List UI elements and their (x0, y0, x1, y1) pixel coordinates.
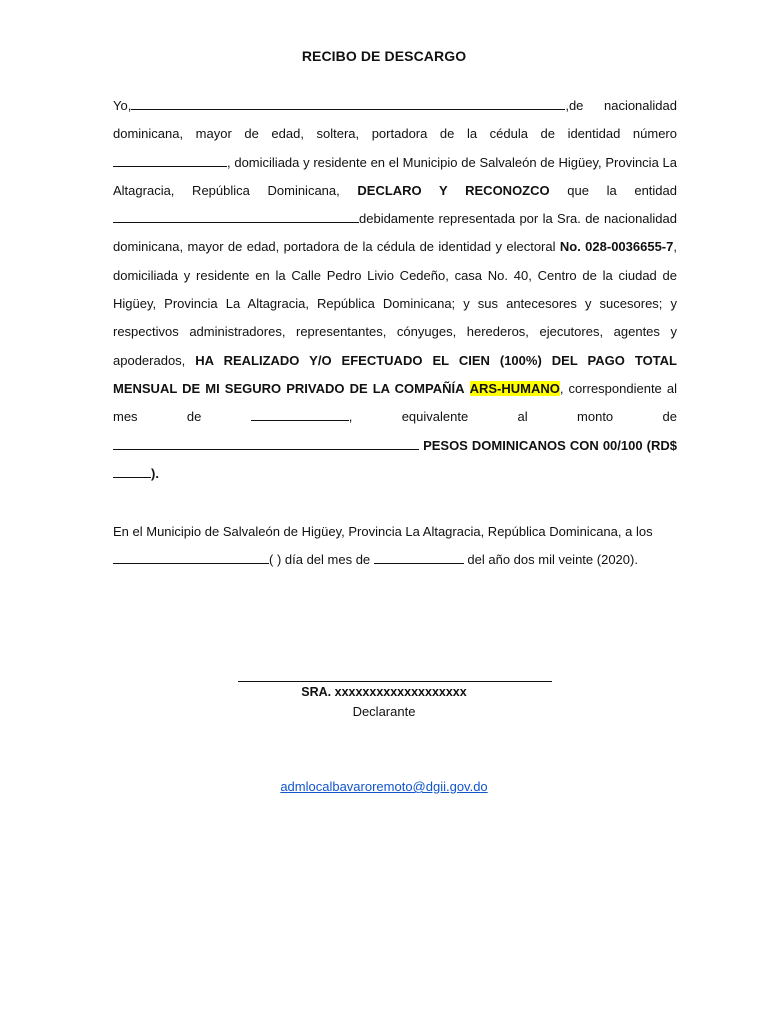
text-yo: Yo, (113, 98, 132, 113)
text-domicile: , domiciliada y residente en el Municipio de Salvaleón de Higüey, Provincia La Altagracia, República Dominicana, (113, 154, 677, 198)
declaro-text: DECLARO Y RECONOZCO (357, 182, 550, 198)
cedula-blank[interactable] (113, 154, 227, 167)
text-year: del año dos mil veinte (2020). (467, 552, 638, 568)
text-entity: que la entidad (567, 182, 677, 198)
currency-text: PESOS DOMINICANOS CON 00/100 (RD$ (423, 437, 677, 453)
cedula-number: No. 028-0036655-7 (559, 239, 674, 255)
signature-role: Declarante (352, 704, 416, 719)
text-nationality: ,de nacionalidad dominicana, mayor de edad, soltera, portadora de la cédula de identidad número (113, 98, 677, 142)
month-blank[interactable] (251, 408, 349, 421)
text-represented: debidamente representada por la Sra. de nacionalidad dominicana, mayor de edad, portadora de la cédula de identidad y electoral (113, 211, 677, 255)
day-blank[interactable] (113, 551, 269, 564)
text-place: En el Municipio de Salvaleón de Higüey, Provincia La Altagracia, República Dominicana, a los (113, 524, 653, 539)
text-amount: , equivalente al monto de (348, 409, 677, 425)
date-paragraph (113, 518, 677, 575)
document-title: RECIBO DE DESCARGO (301, 48, 467, 64)
currency-close: ). (151, 465, 159, 481)
text-day: ( ) día del mes de (269, 552, 371, 568)
month-name-blank[interactable] (374, 551, 464, 564)
name-blank[interactable] (131, 97, 565, 110)
entity-blank[interactable] (113, 210, 359, 223)
payment-statement: HA REALIZADO Y/O EFECTUADO EL CIEN (100%) DEL PAGO TOTAL MENSUAL DE MI SEGURO PRIVADO DE LA COMPAÑÍA (113, 352, 677, 396)
text-month: , correspondiente al mes de (113, 380, 677, 425)
company-name-highlight: ARS-HUMANO (469, 380, 560, 396)
text-address: , domiciliada y residente en la Calle Pedro Livio Cedeño, casa No. 40, Centro de la ciudad de Higüey, Provincia La Altagracia, República Dominicana; y sus antecesores y sucesores; y respectivos administradores, representantes, cónyuges, herederos, ejecutores, agentes y apoderados, (113, 239, 677, 368)
declaration-paragraph (113, 92, 677, 488)
email-link[interactable]: admlocalbavaroremoto@dgii.gov.do (280, 779, 488, 794)
amount-blank[interactable] (113, 437, 419, 450)
signature-line (238, 681, 552, 682)
email-footer (0, 779, 768, 794)
signature-name: SRA. xxxxxxxxxxxxxxxxxxx (301, 685, 467, 699)
rd-amount-blank[interactable] (113, 465, 151, 478)
